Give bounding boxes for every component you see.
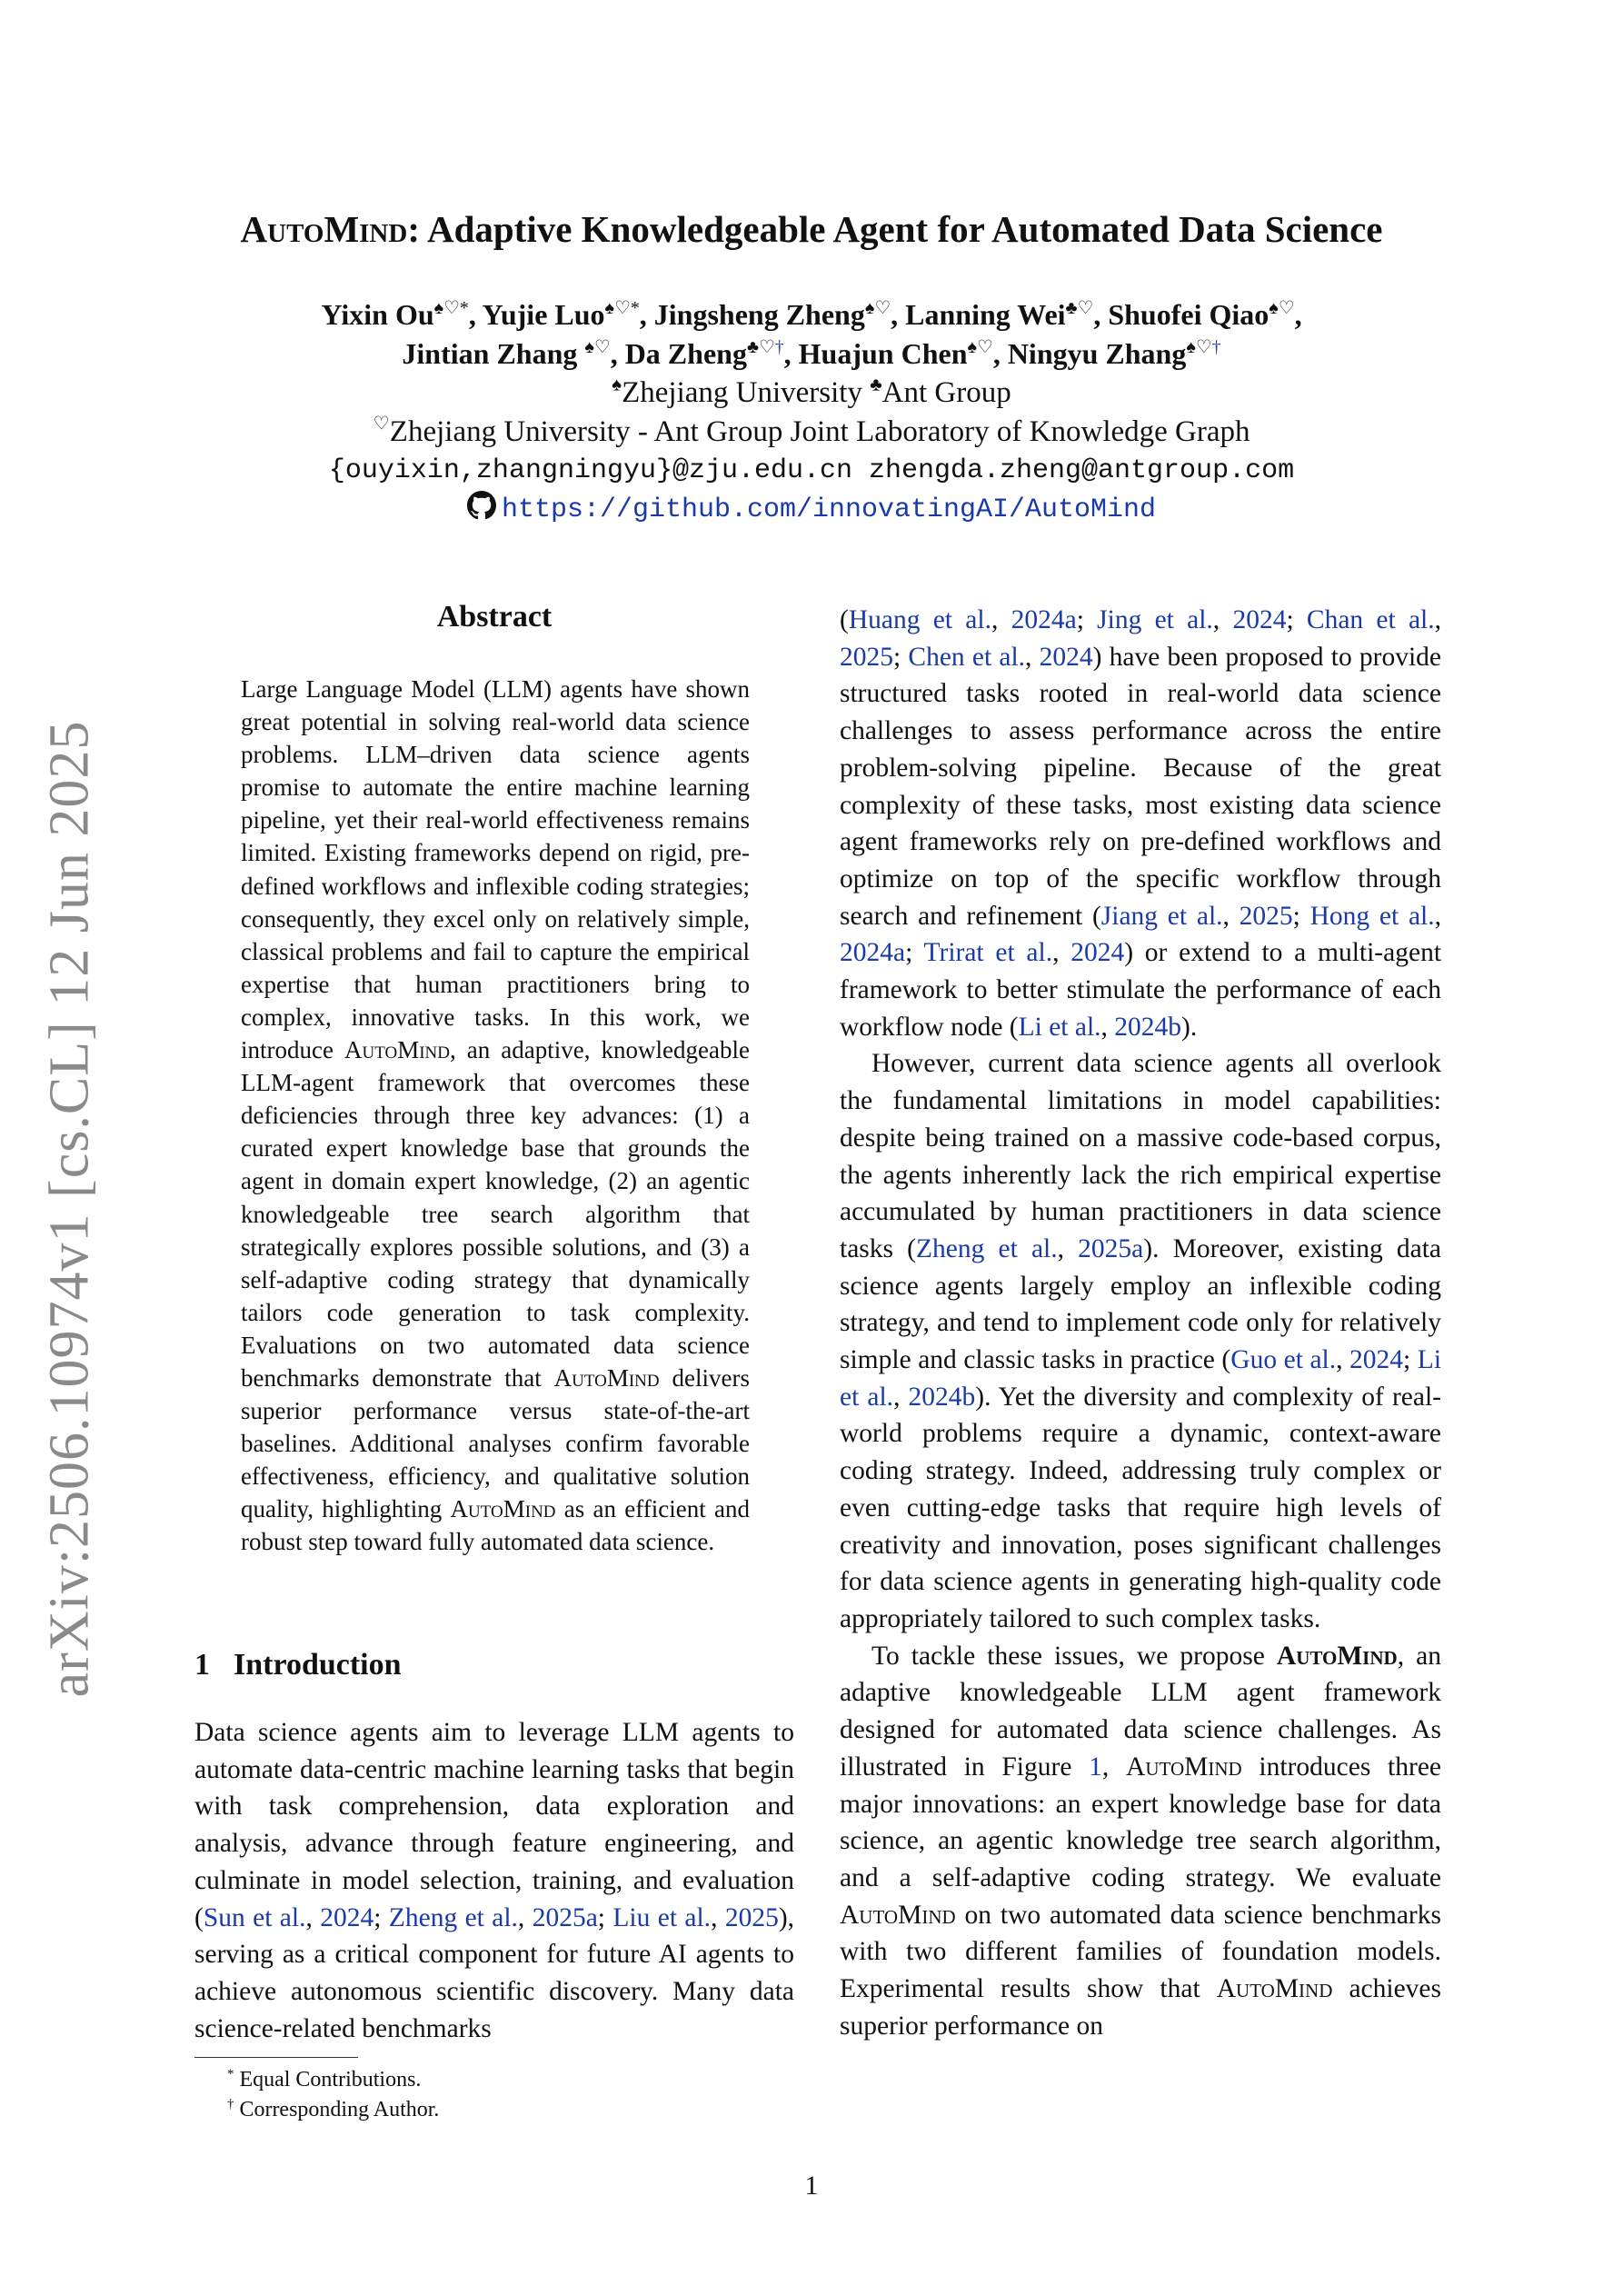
author: Huajun Chen bbox=[798, 337, 968, 370]
left-column-body bbox=[194, 1714, 794, 2047]
github-line bbox=[0, 491, 1623, 530]
affiliation-joint-lab: Zhejiang University - Ant Group Joint Laboratory of Knowledge Graph bbox=[389, 415, 1250, 448]
affiliation-line-2 bbox=[0, 413, 1623, 452]
author-separator: , bbox=[992, 337, 1008, 370]
system-name: AutoMind bbox=[840, 1900, 956, 1930]
title-system-name-a: Auto bbox=[240, 208, 324, 250]
author-separator: , bbox=[783, 337, 799, 370]
section-title: Introduction bbox=[234, 1648, 402, 1682]
github-icon bbox=[467, 491, 496, 520]
affiliation-ant: Ant Group bbox=[881, 376, 1011, 409]
author-separator: , bbox=[610, 337, 625, 370]
footnote-rule bbox=[194, 2057, 358, 2058]
author: Ningyu Zhang bbox=[1007, 337, 1187, 370]
intro-paragraph-3: To tackle these issues, we propose AutoMind, an adaptive knowledgeable LLM agent framework designed for automated data science challenges. As illustrated in Figure 1, AutoMind introduces three major innovations: an expert knowledge base for data science, an agentic knowledge tree search algorithm, and a self-adaptive coding strategy. We evaluate AutoMind on two automated data science benchmarks with two different families of foundation models. Experimental results show that AutoMind achieves superior performance on bbox=[840, 1641, 1442, 2041]
author-separator: , bbox=[468, 298, 483, 331]
author: Yixin Ou bbox=[321, 298, 434, 331]
system-name: AutoMind bbox=[450, 1495, 556, 1523]
author-affiliation-marks: ♠♡* bbox=[433, 298, 469, 319]
author-affiliation-marks: ♠♡† bbox=[1186, 337, 1221, 358]
arxiv-id-label: arXiv:2506.10974v1 [cs.CL] 12 Jun 2025 bbox=[38, 720, 101, 1698]
author-separator: , bbox=[639, 298, 654, 331]
author-affiliation-marks: ♣♡† bbox=[746, 337, 784, 358]
arxiv-sidebar bbox=[38, 720, 102, 1698]
author: Jintian Zhang bbox=[402, 337, 585, 370]
citation-link[interactable]: Liu et al. bbox=[612, 1902, 712, 1932]
system-name: AutoMind bbox=[344, 1036, 450, 1064]
section-number: 1 bbox=[194, 1648, 210, 1682]
spade-mark: ♠ bbox=[612, 374, 622, 395]
citation-year-link[interactable]: 2024 bbox=[1070, 938, 1125, 968]
author: Jingsheng Zheng bbox=[653, 298, 865, 331]
citation-link[interactable]: Li et al. bbox=[1018, 1012, 1101, 1042]
citation-year-link[interactable]: 2025a bbox=[1078, 1233, 1144, 1263]
author: Lanning Wei bbox=[905, 298, 1066, 331]
author-block bbox=[0, 295, 1623, 530]
citation-year-link[interactable]: 2024b bbox=[1114, 1012, 1182, 1042]
citation-year-link[interactable]: 2025 bbox=[840, 642, 893, 672]
author-affiliation-marks: ♠♡* bbox=[604, 298, 640, 319]
citation-year-link[interactable]: 2025 bbox=[724, 1902, 779, 1932]
citation-year-link[interactable]: 2025 bbox=[1239, 901, 1293, 931]
author-line-2 bbox=[0, 334, 1623, 374]
citation-year-link[interactable]: 2024 bbox=[320, 1902, 374, 1932]
intro-paragraph-1: Data science agents aim to leverage LLM agents to automate data-centric machine learning tasks that begin with task comprehension, data exploration and analysis, advance through feature engineering, and culminate in model selection, training, and evaluation (Sun et al., 2024; Zheng et al., 2025a; Liu et al., 2025), serving as a critical component for future AI agents to achieve autonomous scientific discovery. Many data science-related benchmarks bbox=[194, 1718, 795, 2043]
author-affiliation-marks: ♠♡ bbox=[584, 337, 611, 358]
author-affiliation-marks: ♠♡ bbox=[864, 298, 891, 319]
citation-link[interactable]: Li et al. bbox=[840, 1345, 1442, 1412]
citation-year-link[interactable]: 2025a bbox=[532, 1902, 598, 1932]
system-name-bold: AutoMind bbox=[1276, 1641, 1398, 1671]
affiliation-line-1 bbox=[0, 374, 1623, 413]
heart-mark: ♡ bbox=[373, 414, 390, 434]
system-name: AutoMind bbox=[1216, 1974, 1333, 2004]
author-affiliation-marks: ♠♡ bbox=[1269, 298, 1295, 319]
citation-year-link[interactable]: 2024 bbox=[1232, 605, 1287, 634]
citation-link[interactable]: Sun et al. bbox=[203, 1902, 306, 1932]
citation-link[interactable]: Huang et al. bbox=[848, 605, 991, 634]
figure-ref-link[interactable]: 1 bbox=[1089, 1752, 1102, 1782]
author-separator: , bbox=[891, 298, 906, 331]
citation-link[interactable]: Zheng et al. bbox=[388, 1902, 518, 1932]
footnotes bbox=[227, 2065, 439, 2125]
citation-link[interactable]: Chen et al. bbox=[908, 642, 1026, 672]
citation-year-link[interactable]: 2024b bbox=[908, 1382, 976, 1412]
paper-title bbox=[0, 207, 1623, 252]
right-column-body bbox=[840, 602, 1441, 2044]
affiliation-zju: Zhejiang University bbox=[622, 376, 871, 409]
citation-link[interactable]: Trirat et al. bbox=[923, 938, 1053, 968]
corresponding-dagger: † bbox=[774, 337, 784, 358]
citation-link[interactable]: Zheng et al. bbox=[915, 1233, 1058, 1263]
corresponding-dagger: † bbox=[1211, 337, 1221, 358]
club-mark: ♣ bbox=[870, 374, 882, 395]
page-number: 1 bbox=[804, 2171, 819, 2201]
github-link[interactable]: https://github.com/innovatingAI/AutoMind bbox=[501, 494, 1157, 525]
title-rest: : Adaptive Knowledgeable Agent for Automated Data Science bbox=[407, 208, 1383, 250]
footnote-equal-contribution: * Equal Contributions. bbox=[227, 2067, 422, 2091]
intro-paragraph-2: However, current data science agents all overlook the fundamental limitations in model capabilities: despite being trained on a massive code-based corpus, the agents inherently lack the rich empirical expertise accumulated by human practitioners in data science tasks (Zheng et al., 2025a). Moreover, existing data science agents largely employ an inflexible coding strategy, and tend to implement code only for relatively simple and classic tasks in practice (Guo et al., 2024; Li et al., 2024b). Yet the diversity and complexity of real-world problems require a dynamic, context-aware coding strategy. Indeed, addressing truly complex or even cutting-edge tasks that require high levels of creativity and innovation, poses significant challenges for data science agents in generating high-quality code appropriately tailored to such complex tasks. bbox=[840, 1049, 1442, 1633]
citation-link[interactable]: Hong et al. bbox=[1309, 901, 1435, 931]
citation-year-link[interactable]: 2024 bbox=[1039, 642, 1093, 672]
footnote-corresponding-author: † Corresponding Author. bbox=[227, 2097, 440, 2121]
title-system-name-b: Mind bbox=[324, 208, 408, 250]
author: Da Zheng bbox=[624, 337, 747, 370]
citation-link[interactable]: Jiang et al. bbox=[1100, 901, 1223, 931]
author-affiliation-marks: ♠♡ bbox=[967, 337, 993, 358]
citation-link[interactable]: Guo et al. bbox=[1230, 1345, 1337, 1375]
author: Shuofei Qiao bbox=[1108, 298, 1270, 331]
section-heading-introduction bbox=[194, 1648, 402, 1682]
author-line-1 bbox=[0, 295, 1623, 334]
author-emails: {ouyixin,zhangningyu}@zju.edu.cn zhengda.zheng@antgroup.com bbox=[328, 455, 1295, 486]
citation-year-link[interactable]: 2024a bbox=[1011, 605, 1077, 634]
system-name: AutoMind bbox=[1126, 1752, 1242, 1782]
citation-year-link[interactable]: 2024a bbox=[840, 938, 906, 968]
author: Yujie Luo bbox=[482, 298, 605, 331]
abstract-body: Large Language Model (LLM) agents have shown great potential in solving real-world data science problems. LLM–driven data science agents promise to automate the entire machine learning pipeline, yet their real-world effectiveness remains limited. Existing frameworks depend on rigid, pre-defined workflows and inflexible coding strategies; consequently, they excel only on relatively simple, classical problems and fail to capture the empirical expertise that human practitioners bring to complex, innovative tasks. In this work, we introduce AutoMind, an adaptive, knowledgeable LLM-agent framework that overcomes these deficiencies through three key advances: (1) a curated expert knowledge base that grounds the agent in domain expert knowledge, (2) an agentic knowledgeable tree search algorithm that strategically explores possible solutions, and (3) a self-adaptive coding strategy that dynamically tailors code generation to task complexity. Evaluations on two automated data science benchmarks demonstrate that AutoMind delivers superior performance versus state-of-the-art baselines. Additional analyses confirm favorable effectiveness, efficiency, and qualitative solution quality, highlighting AutoMind as an efficient and robust step toward fully automated data science. bbox=[241, 675, 750, 1556]
author-separator: , bbox=[1294, 298, 1302, 331]
citation-link[interactable]: Chan et al. bbox=[1306, 605, 1435, 634]
system-name: AutoMind bbox=[553, 1363, 660, 1392]
citation-link[interactable]: Jing et al. bbox=[1097, 605, 1213, 634]
author-separator: , bbox=[1093, 298, 1109, 331]
author-affiliation-marks: ♣♡ bbox=[1065, 298, 1094, 319]
citation-year-link[interactable]: 2024 bbox=[1349, 1345, 1404, 1375]
intro-paragraph-1-cont: (Huang et al., 2024a; Jing et al., 2024; Chan et al., 2025; Chen et al., 2024) have been proposed to provide structured tasks rooted in real-world data science challenges to assess performance across the entire problem-solving pipeline. Because of the great complexity of these tasks, most existing data science agent frameworks rely on pre-defined workflows and optimize on top of the specific workflow through search and refinement (Jiang et al., 2025; Hong et al., 2024a; Trirat et al., 2024) or extend to a multi-agent framework to better stimulate the performance of each workflow node (Li et al., 2024b). bbox=[840, 605, 1442, 1042]
abstract-heading: Abstract bbox=[436, 600, 553, 634]
